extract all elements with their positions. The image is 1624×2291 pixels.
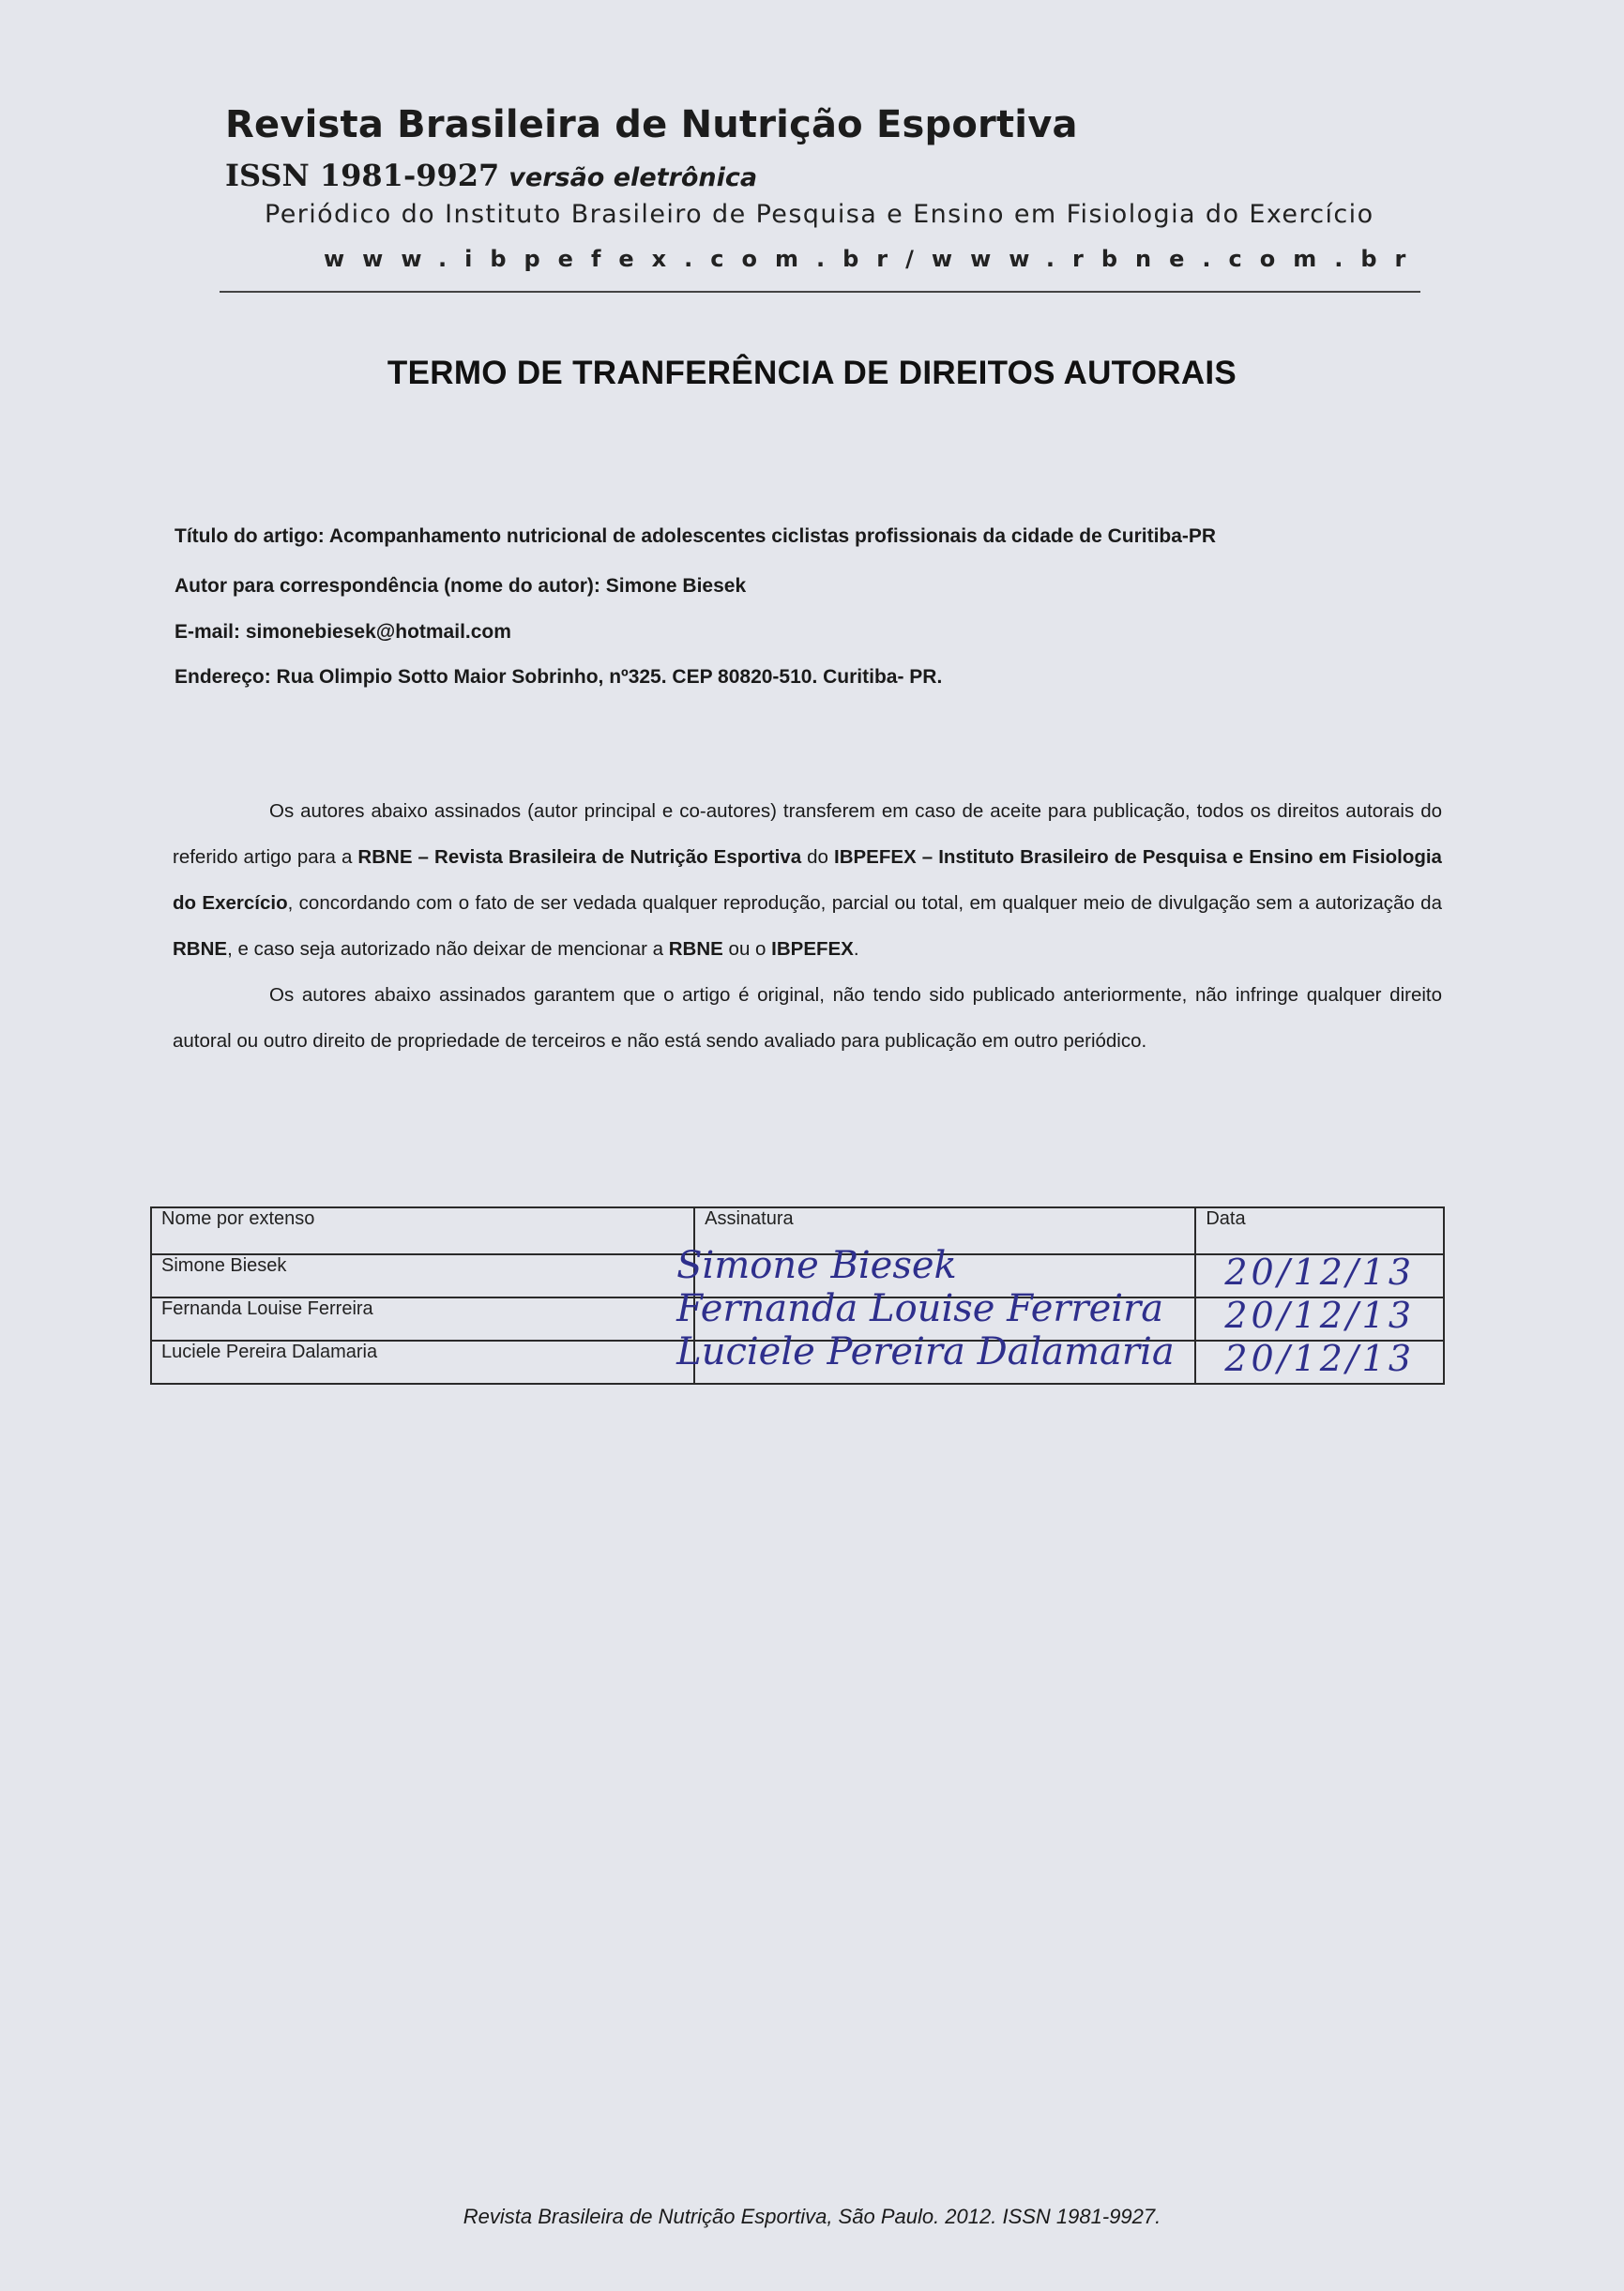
issn-line [225,158,757,193]
para1-text-g: , e caso seja autorizado não deixar de mencionar a [227,938,669,960]
para1-text-c: do [801,846,834,868]
document-title: TERMO DE TRANFERÊNCIA DE DIREITOS AUTORAIS [387,355,1237,391]
issn-version: versão eletrônica [508,163,758,192]
para1-text-k: . [853,938,859,960]
signature-table [150,1206,1445,1385]
row-name: Simone Biesek [151,1254,694,1297]
handwritten-date: 20/12/13 [1224,1295,1416,1336]
handwritten-signature: Luciele Pereira Dalamaria [676,1330,1175,1373]
author-label: Autor para correspondência (nome do autor): [175,575,600,597]
handwritten-date: 20/12/13 [1224,1338,1416,1379]
para1-ibpefex: IBPEFEX [771,938,854,960]
header-date: Data [1195,1207,1444,1254]
website-line: www.ibpefex.com.br/www.rbne.com.br [324,246,1424,272]
para1-rbne-full: RBNE – Revista Brasileira de Nutrição Esportiva [357,846,802,868]
header-signature: Assinatura [694,1207,1195,1254]
para1-rbne: RBNE [173,938,228,960]
article-title-line [175,525,1216,548]
journal-title: Revista Brasileira de Nutrição Esportiva [225,103,1078,146]
email-line [175,621,511,644]
article-title-value: Acompanhamento nutricional de adolescentes ciclistas profissionais da cidade de Curitiba-PR [328,525,1217,547]
address-label: Endereço: [175,666,271,688]
email-value: simonebiesek@hotmail.com [245,621,511,643]
address-value: Rua Olimpio Sotto Maior Sobrinho, nº325. CEP 80820-510. Curitiba- PR. [276,666,943,688]
issn: ISSN 1981-9927 [225,158,500,193]
para1-ibpefex-full: IBPEFEX – Instituto Brasileiro de Pesquisa e Ensino em Fisiologia do Exercício [173,846,1442,914]
para1-rbne-2: RBNE [668,938,723,960]
handwritten-signature: Fernanda Louise Ferreira [676,1287,1164,1330]
author-line [175,575,746,598]
handwritten-date: 20/12/13 [1224,1252,1416,1293]
email-label: E-mail: [175,621,241,643]
row-name: Luciele Pereira Dalamaria [151,1341,694,1384]
handwritten-signature: Simone Biesek [676,1244,957,1287]
page-footer: Revista Brasileira de Nutrição Esportiva, São Paulo. 2012. ISSN 1981-9927. [463,2205,1161,2228]
author-value: Simone Biesek [605,575,747,597]
row-name: Fernanda Louise Ferreira [151,1297,694,1341]
header-divider [220,291,1420,293]
article-title-label: Título do artigo: [175,525,325,547]
address-line [175,666,942,689]
para1-text-a: Os autores abaixo assinados (autor principal e co-autores) transferem em caso de aceite para publicação, todos os direitos autorais do referido artigo para a [173,800,1442,868]
transfer-paragraph [173,788,1442,1064]
institute-line: Periódico do Instituto Brasileiro de Pesquisa e Ensino em Fisiologia do Exercício [265,200,1374,229]
guarantee-paragraph: Os autores abaixo assinados garantem que o artigo é original, não tendo sido publicado anteriormente, não infringe qualquer direito autoral ou outro direito de propriedade de terceiros e não está sendo avaliado para publicação em outro periódico. [173,984,1442,1052]
table-row [151,1341,1444,1384]
para1-text-i: ou o [722,938,772,960]
header-name: Nome por extenso [151,1207,694,1254]
para1-text-e: , concordando com o fato de ser vedada qualquer reprodução, parcial ou total, em qualquer meio de divulgação sem a autorização da [287,892,1442,914]
